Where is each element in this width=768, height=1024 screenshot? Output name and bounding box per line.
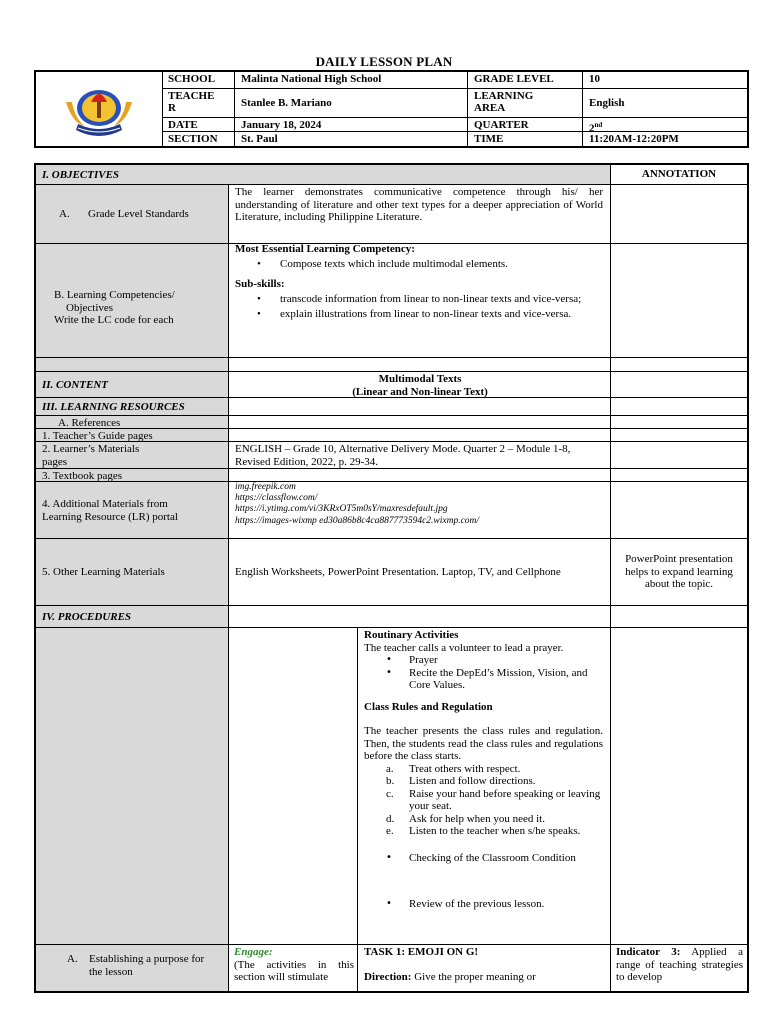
learners-materials-text: ENGLISH – Grade 10, Alternative Delivery Mode. Quarter 2 – Module 1-8, Revised Edition, 2022, p. 29-34. — [235, 443, 571, 468]
rule-item: e. Listen to the teacher when s/he speaks. — [386, 825, 581, 837]
establishing-purpose-row — [36, 945, 747, 993]
learning-competencies-row — [36, 244, 747, 358]
references-label: A. References — [58, 417, 121, 429]
section-value: St. Paul — [235, 132, 468, 146]
rule-item: b. Listen and follow directions. — [386, 775, 536, 787]
date-label: DATE — [162, 118, 235, 132]
subskill-item: • explain illustrations from linear to non-linear texts and vice-versa. — [235, 308, 605, 321]
rules-heading: Class Rules and Regulation — [364, 700, 493, 713]
purpose-title: Establishing a purpose for the lesson — [89, 953, 205, 978]
page-title: DAILY LESSON PLAN — [315, 54, 453, 69]
routinary-item: • Recite the DepEd’s Mission, Vision, and Core Values. — [364, 667, 603, 692]
quarter-value: 2nd — [583, 118, 747, 132]
procedures-heading-row — [36, 606, 747, 628]
content-heading: II. CONTENT — [42, 379, 109, 391]
grade-value: 10 — [583, 72, 747, 89]
procedures-heading: IV. PROCEDURES — [42, 611, 132, 623]
gls-text: The learner demonstrates communicative competence through his/ her understanding of literature and other text types for a deeper appreciation of World Literature, including Philippine Literature. — [235, 186, 603, 223]
other-materials-row — [36, 539, 747, 606]
additional-materials-label: 4. Additional Materials from Learning Resource (LR) portal — [42, 498, 178, 523]
routinary-content — [364, 629, 603, 911]
subskill-item: • transcode information from linear to non-linear texts and vice-versa; — [235, 293, 605, 306]
learners-materials-label: 2. Learner’s Materials pages — [42, 443, 140, 468]
routinary-row — [36, 628, 747, 945]
textbook-row — [36, 469, 747, 482]
content-row — [36, 372, 747, 398]
learners-materials-row — [36, 442, 747, 469]
routinary-text: The teacher calls a volunteer to lead a prayer. — [364, 641, 564, 654]
link[interactable]: img.freepik.com — [235, 482, 296, 492]
section-label: SECTION — [162, 132, 235, 146]
links-list — [235, 482, 607, 527]
header-table — [34, 70, 749, 148]
area-value: English — [583, 89, 747, 118]
melc-item: • Compose texts which include multimodal elements. — [235, 258, 605, 271]
objectives-heading-row — [36, 165, 747, 185]
grade-level-standards-row — [36, 185, 747, 244]
link[interactable]: https://images-wixmp ed30a86b8c4ca887773594c2.wixmp.com/ — [235, 515, 480, 526]
grade-label: GRADE LEVEL — [468, 72, 583, 89]
references-row — [36, 416, 747, 429]
school-logo — [36, 72, 163, 146]
school-label: SCHOOL — [162, 72, 235, 89]
subskills-heading: Sub-skills: — [235, 278, 285, 290]
rule-item: c. Raise your hand before speaking or leaving your seat. — [386, 787, 601, 812]
other-materials-annotation: PowerPoint presentation helps to expand learning about the topic. — [625, 553, 733, 590]
annotation-heading: ANNOTATION — [641, 168, 717, 180]
check-item: • Checking of the Classroom Condition — [364, 852, 603, 865]
direction-label: Direction: — [364, 970, 412, 983]
additional-materials-row — [36, 482, 747, 539]
school-seal-icon — [36, 72, 162, 146]
melc-heading: Most Essential Learning Competency: — [235, 243, 415, 255]
engage-label: Engage: — [234, 946, 273, 958]
date-value: January 18, 2024 — [235, 118, 468, 132]
resources-heading-row — [36, 398, 747, 416]
other-materials-text: English Worksheets, PowerPoint Presentation. Laptop, TV, and Cellphone — [235, 566, 561, 578]
teacher-label: TEACHE R — [162, 89, 235, 118]
gls-title: Grade Level Standards — [88, 208, 189, 220]
teachers-guide-label: 1. Teacher’s Guide pages — [42, 430, 153, 442]
link[interactable]: https://classflow.com/ — [235, 493, 318, 504]
rule-item: d. Ask for help when you need it. — [386, 812, 545, 825]
rules-text: The teacher presents the class rules and regulation. Then, the students read the class rules and regulations before the class starts. — [364, 725, 603, 762]
lc-content — [235, 243, 605, 321]
time-label: TIME — [468, 132, 583, 146]
school-value: Malinta National High School — [235, 72, 468, 89]
engage-text: (The activities in this section will stimulate — [234, 958, 354, 983]
indicator-block: Indicator 3: Applied a range of teaching strategies to develop — [616, 946, 743, 983]
teacher-value: Stanlee B. Mariano — [235, 89, 468, 118]
link[interactable]: https://i.ytimg.com/vi/3KRxOT5m0sY/maxresdefault.jpg — [235, 504, 448, 515]
objectives-heading: I. OBJECTIVES — [42, 169, 120, 181]
other-materials-label: 5. Other Learning Materials — [42, 566, 165, 578]
teachers-guide-row — [36, 429, 747, 442]
textbook-label: 3. Textbook pages — [42, 470, 122, 482]
routinary-item: • Prayer — [364, 654, 603, 667]
purpose-letter: A. — [67, 953, 78, 965]
rule-item: a. Treat others with respect. — [386, 762, 521, 775]
area-label: LEARNING AREA — [468, 89, 583, 118]
lc-label: B. Learning Competencies/ Objectives Write the LC code for each — [54, 289, 175, 326]
time-value: 11:20AM-12:20PM — [589, 133, 679, 145]
engage-block — [234, 946, 354, 984]
task-block — [364, 946, 604, 983]
direction-text: Give the proper meaning or — [411, 970, 536, 983]
lc-extra-row — [36, 358, 747, 372]
resources-heading: III. LEARNING RESOURCES — [42, 401, 185, 413]
task-title: TASK 1: EMOJI ON G! — [364, 946, 479, 958]
check-item: • Review of the previous lesson. — [364, 898, 603, 911]
content-text: Multimodal Texts (Linear and Non-linear Text) — [352, 373, 488, 398]
lesson-table — [34, 163, 749, 993]
routinary-heading: Routinary Activities — [364, 629, 459, 641]
quarter-label: QUARTER — [468, 118, 583, 132]
gls-letter: A. — [59, 208, 70, 220]
